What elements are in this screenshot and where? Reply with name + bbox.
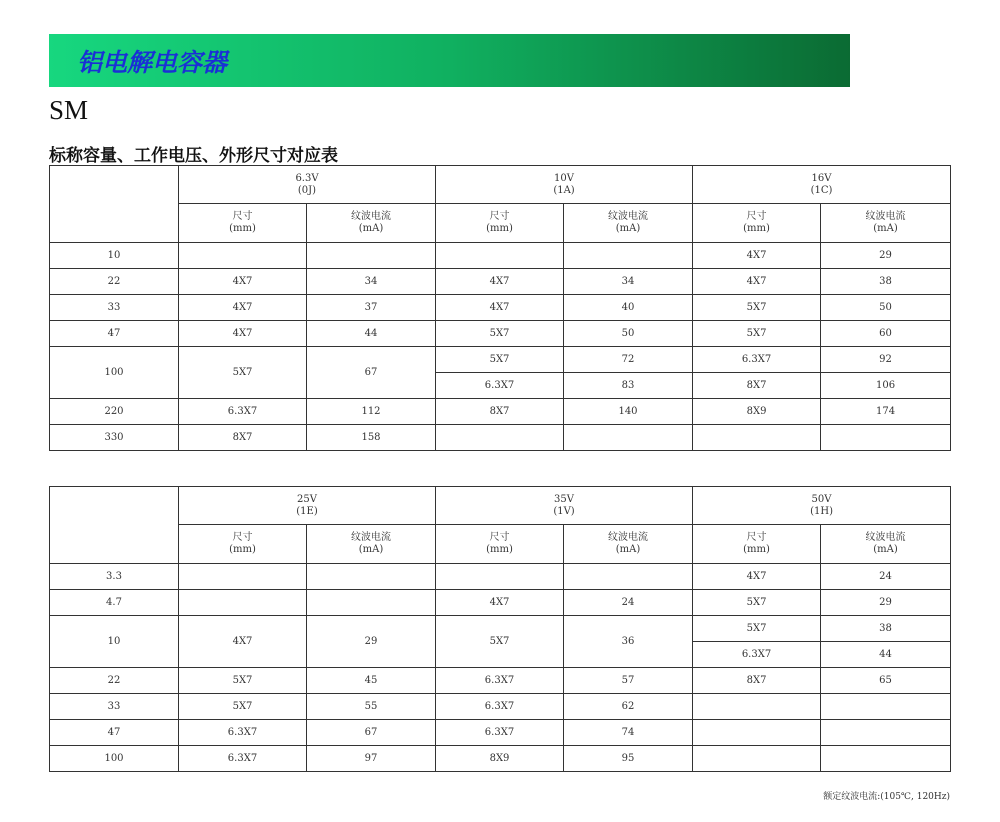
ripple-cell: 44 — [307, 321, 436, 347]
table-row — [50, 399, 951, 425]
ripple-cell: 29 — [821, 590, 951, 616]
voltage-header: 50V (1H) — [693, 487, 951, 525]
ripple-cell: 97 — [307, 746, 436, 772]
ripple-cell: 36 — [564, 616, 693, 668]
size-cell — [436, 564, 564, 590]
size-cell: 6.3X7 — [179, 399, 307, 425]
voltage-header: 35V (1V) — [436, 487, 693, 525]
size-header: 尺寸 (mm) — [693, 204, 821, 243]
size-cell: 8X7 — [693, 668, 821, 694]
size-cell: 5X7 — [693, 295, 821, 321]
subheader-row — [50, 204, 951, 243]
ripple-cell: 38 — [821, 616, 951, 642]
capacitance-cell: 47 — [50, 720, 179, 746]
size-cell: 4X7 — [436, 295, 564, 321]
capacitance-cell: 10 — [50, 243, 179, 269]
ripple-header: 纹波电流 (mA) — [564, 525, 693, 564]
ripple-cell: 60 — [821, 321, 951, 347]
size-cell: 4X7 — [179, 269, 307, 295]
size-cell: 5X7 — [179, 347, 307, 399]
size-cell: 8X9 — [693, 399, 821, 425]
size-cell: 8X9 — [436, 746, 564, 772]
size-cell — [693, 425, 821, 451]
capacitance-cell: 330 — [50, 425, 179, 451]
capacitance-cell: 3.3 — [50, 564, 179, 590]
size-cell: 6.3X7 — [693, 347, 821, 373]
size-cell: 6.3X7 — [436, 694, 564, 720]
ripple-cell: 95 — [564, 746, 693, 772]
size-cell: 5X7 — [436, 616, 564, 668]
ripple-cell: 29 — [821, 243, 951, 269]
size-cell: 6.3X7 — [436, 668, 564, 694]
capacitance-cell: 47 — [50, 321, 179, 347]
ripple-cell: 45 — [307, 668, 436, 694]
ripple-header: 纹波电流 (mA) — [821, 204, 951, 243]
ripple-cell — [307, 243, 436, 269]
subheader-row — [50, 525, 951, 564]
ripple-header: 纹波电流 (mA) — [307, 204, 436, 243]
size-cell — [436, 243, 564, 269]
size-cell: 6.3X7 — [693, 642, 821, 668]
size-cell — [693, 694, 821, 720]
ripple-header: 纹波电流 (mA) — [821, 525, 951, 564]
ripple-cell: 50 — [821, 295, 951, 321]
corner-cell — [50, 487, 179, 564]
ripple-cell: 38 — [821, 269, 951, 295]
ripple-cell: 83 — [564, 373, 693, 399]
ripple-header: 纹波电流 (mA) — [307, 525, 436, 564]
capacitance-cell: 22 — [50, 668, 179, 694]
size-cell: 4X7 — [179, 295, 307, 321]
series-name: SM — [49, 95, 89, 125]
size-cell: 5X7 — [693, 321, 821, 347]
ripple-cell: 37 — [307, 295, 436, 321]
size-header: 尺寸 (mm) — [436, 204, 564, 243]
size-cell — [693, 720, 821, 746]
ripple-cell: 62 — [564, 694, 693, 720]
size-cell: 4X7 — [179, 321, 307, 347]
size-cell: 8X7 — [436, 399, 564, 425]
table-row — [50, 295, 951, 321]
ripple-cell: 174 — [821, 399, 951, 425]
ripple-cell: 40 — [564, 295, 693, 321]
capacitance-cell: 33 — [50, 295, 179, 321]
ripple-cell: 50 — [564, 321, 693, 347]
size-cell — [436, 425, 564, 451]
banner-title: 铝电解电容器 — [77, 48, 228, 77]
size-cell: 6.3X7 — [179, 720, 307, 746]
title-banner — [49, 34, 850, 87]
table-row — [50, 347, 951, 373]
size-cell — [179, 590, 307, 616]
size-cell — [179, 564, 307, 590]
spec-table-2 — [49, 486, 951, 772]
size-cell: 4X7 — [436, 269, 564, 295]
size-cell: 5X7 — [179, 668, 307, 694]
ripple-cell: 112 — [307, 399, 436, 425]
size-cell — [179, 243, 307, 269]
table-row — [50, 694, 951, 720]
table-row — [50, 269, 951, 295]
table-row — [50, 590, 951, 616]
corner-cell — [50, 166, 179, 243]
voltage-header-row — [50, 166, 951, 204]
capacitance-cell: 100 — [50, 746, 179, 772]
size-cell: 8X7 — [179, 425, 307, 451]
ripple-cell: 44 — [821, 642, 951, 668]
size-cell: 4X7 — [179, 616, 307, 668]
ripple-cell: 106 — [821, 373, 951, 399]
ripple-cell — [564, 425, 693, 451]
capacitance-cell: 4.7 — [50, 590, 179, 616]
ripple-cell — [307, 590, 436, 616]
ripple-cell — [821, 720, 951, 746]
ripple-cell — [821, 694, 951, 720]
table-row — [50, 243, 951, 269]
ripple-cell: 67 — [307, 347, 436, 399]
size-cell: 4X7 — [693, 564, 821, 590]
table-subtitle: 标称容量、工作电压、外形尺寸对应表 — [49, 146, 338, 166]
table-row — [50, 720, 951, 746]
size-cell: 6.3X7 — [436, 373, 564, 399]
ripple-cell: 140 — [564, 399, 693, 425]
voltage-header: 25V (1E) — [179, 487, 436, 525]
ripple-cell: 72 — [564, 347, 693, 373]
table-row — [50, 746, 951, 772]
size-cell: 4X7 — [693, 243, 821, 269]
ripple-cell: 34 — [564, 269, 693, 295]
size-cell: 6.3X7 — [436, 720, 564, 746]
ripple-cell: 24 — [821, 564, 951, 590]
footnote: 额定纹波电流:(105℃, 120Hz) — [823, 792, 950, 802]
capacitance-cell: 100 — [50, 347, 179, 399]
ripple-cell: 24 — [564, 590, 693, 616]
ripple-cell — [564, 564, 693, 590]
table-row — [50, 425, 951, 451]
size-cell: 5X7 — [693, 616, 821, 642]
ripple-cell: 55 — [307, 694, 436, 720]
ripple-header: 纹波电流 (mA) — [564, 204, 693, 243]
ripple-cell — [821, 746, 951, 772]
ripple-cell: 74 — [564, 720, 693, 746]
size-cell: 4X7 — [693, 269, 821, 295]
size-header: 尺寸 (mm) — [693, 525, 821, 564]
capacitance-cell: 22 — [50, 269, 179, 295]
size-cell: 4X7 — [436, 590, 564, 616]
size-cell: 5X7 — [179, 694, 307, 720]
ripple-cell — [821, 425, 951, 451]
capacitance-cell: 220 — [50, 399, 179, 425]
capacitance-cell: 10 — [50, 616, 179, 668]
size-header: 尺寸 (mm) — [179, 525, 307, 564]
table-row — [50, 616, 951, 642]
size-cell: 8X7 — [693, 373, 821, 399]
size-cell — [693, 746, 821, 772]
voltage-header-row — [50, 487, 951, 525]
size-cell: 5X7 — [436, 321, 564, 347]
capacitance-cell: 33 — [50, 694, 179, 720]
voltage-header: 6.3V (0J) — [179, 166, 436, 204]
table-row — [50, 668, 951, 694]
ripple-cell — [307, 564, 436, 590]
ripple-cell: 158 — [307, 425, 436, 451]
size-cell: 5X7 — [436, 347, 564, 373]
spec-table-1 — [49, 165, 951, 451]
ripple-cell: 65 — [821, 668, 951, 694]
size-cell: 5X7 — [693, 590, 821, 616]
ripple-cell: 92 — [821, 347, 951, 373]
size-cell: 6.3X7 — [179, 746, 307, 772]
ripple-cell — [564, 243, 693, 269]
size-header: 尺寸 (mm) — [179, 204, 307, 243]
voltage-header: 16V (1C) — [693, 166, 951, 204]
ripple-cell: 67 — [307, 720, 436, 746]
table-row — [50, 321, 951, 347]
voltage-header: 10V (1A) — [436, 166, 693, 204]
ripple-cell: 29 — [307, 616, 436, 668]
size-header: 尺寸 (mm) — [436, 525, 564, 564]
ripple-cell: 57 — [564, 668, 693, 694]
ripple-cell: 34 — [307, 269, 436, 295]
table-row — [50, 564, 951, 590]
